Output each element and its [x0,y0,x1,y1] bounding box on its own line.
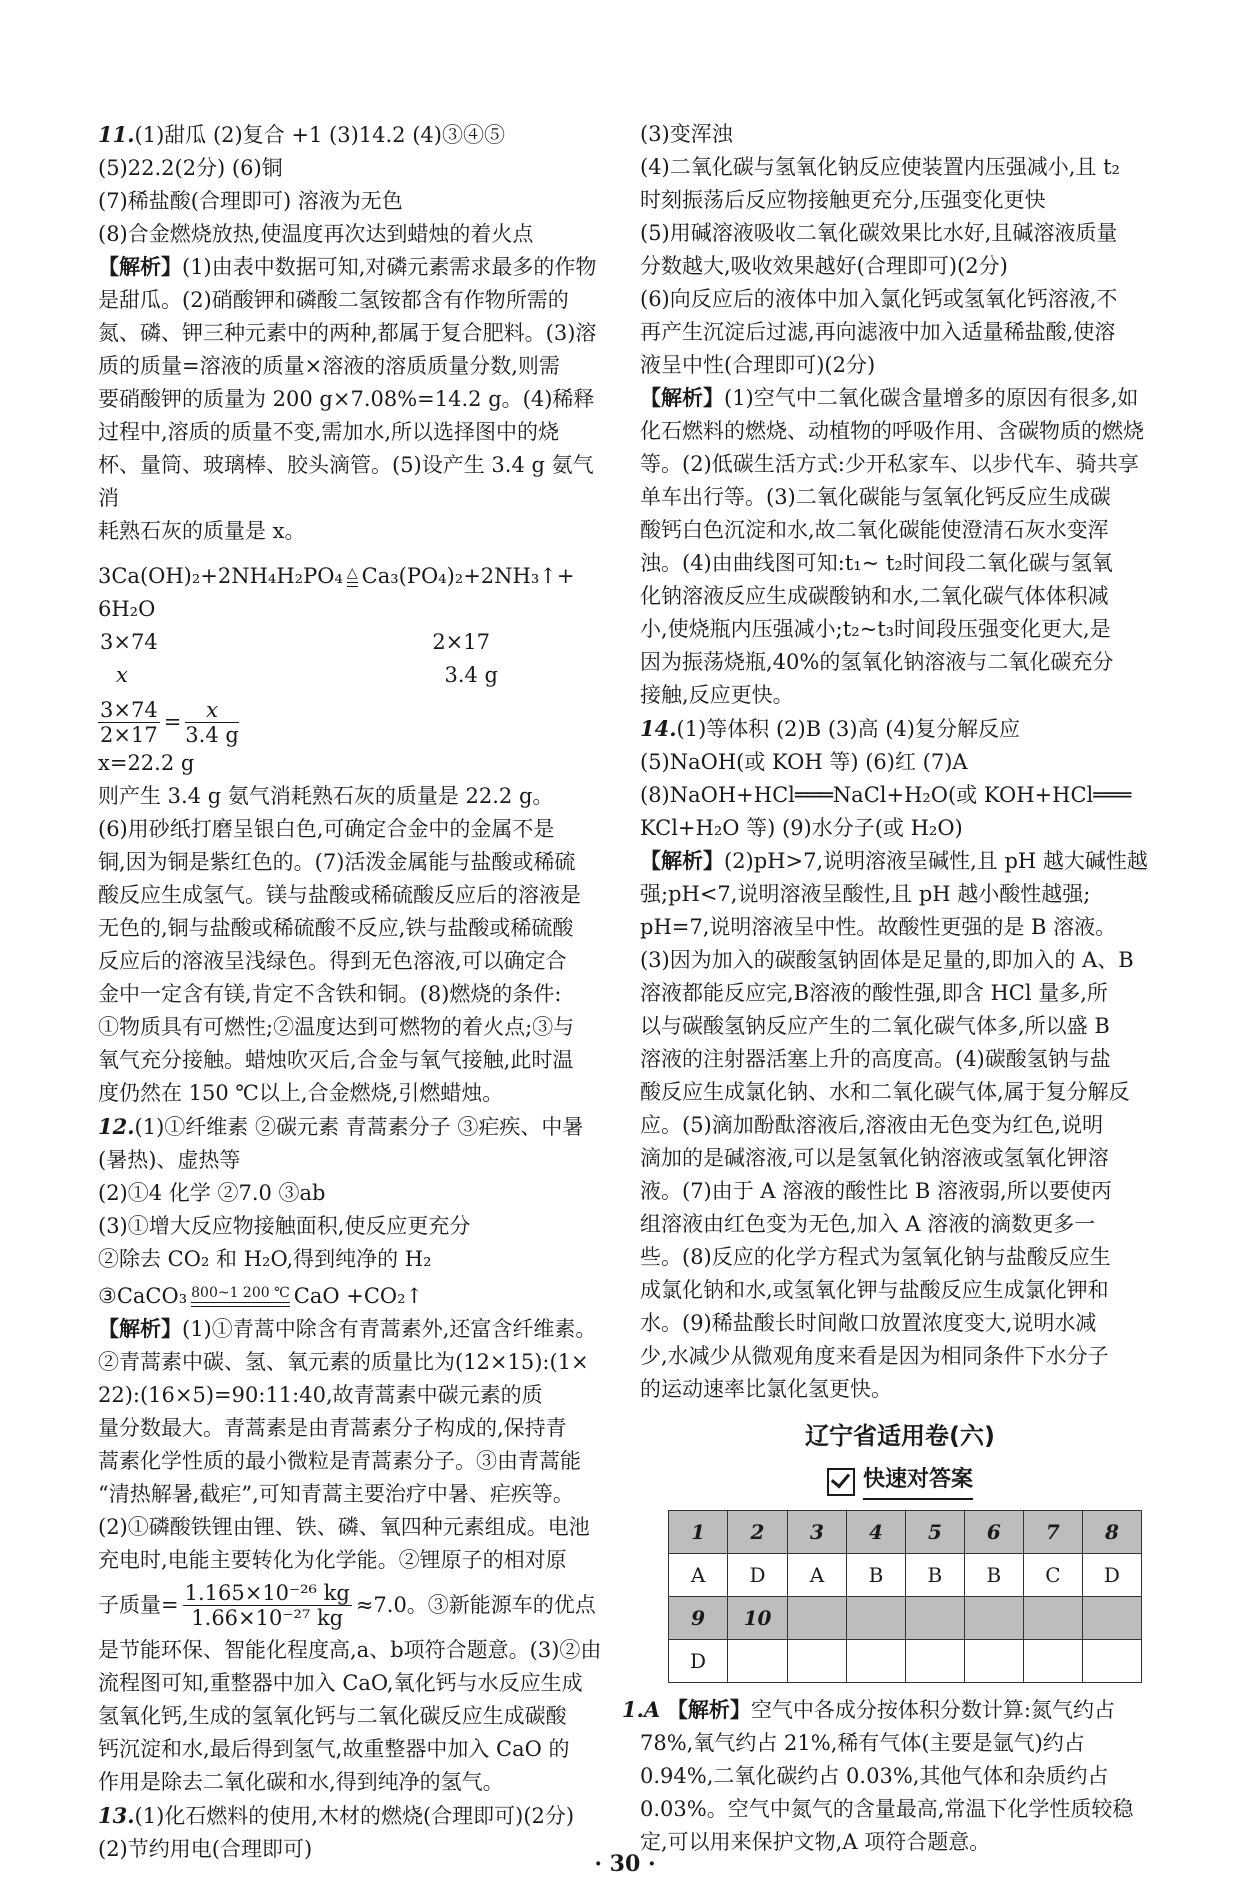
answer-number-cell [1082,1597,1141,1640]
q14-line-2: (5)NaOH(或 KOH 等) (6)红 (7)A [640,750,968,774]
checkbox-icon [827,1468,855,1496]
answer-value-row [669,1554,1142,1597]
answer-value-cell: C [1023,1554,1082,1597]
q13-analysis-line: 因为振荡烧瓶,40%的氢氧化钠溶液与二氧化碳充分 [640,650,1114,674]
q14-analysis-first: 【解析】(2)pH>7,说明溶液呈碱性,且 pH 越大碱性越 [640,849,1148,873]
q11-analysis-line: 氮、磷、钾三种元素中的两种,都属于复合肥料。(3)溶 [98,321,597,345]
q11-number: 11. [98,122,135,147]
temperature-condition: 800~1 200 ℃ [191,1286,290,1307]
q13-line-1: 13.(1)化石燃料的使用,木材的燃烧(合理即可)(2分) [98,1803,575,1828]
answer-value-cell [1082,1640,1141,1683]
analysis-tag: 【解析】 [666,1698,751,1722]
q13-cont-line: (5)用碱溶液吸收二氧化碳效果比水好,且碱溶液质量 [640,221,1118,245]
q13-analysis-line: 接触,反应更快。 [640,683,794,707]
right-column [622,118,1160,1859]
q12-number: 12. [98,1114,135,1139]
answer-number-cell: 7 [1023,1511,1082,1554]
q14-analysis-line: 些。(8)反应的化学方程式为氢氧化钠与盐酸反应生 [640,1245,1111,1269]
q1-analysis-first: 1.A 【解析】空气中各成分按体积分数计算:氮气约占 [622,1697,1115,1722]
q11-more-line: 反应后的溶液呈浅绿色。得到无色溶液,可以确定合 [98,949,567,973]
q12-tail-line: 钙沉淀和水,最后得到氢气,故重整器中加入 CaO 的 [98,1737,570,1761]
quick-answer-header [640,1463,1160,1500]
q13-analysis-line: 等。(2)低碳生活方式:少开私家车、以步代车、骑共享 [640,452,1139,476]
q13-line-2: (2)节约用电(合理即可) [98,1837,313,1861]
q12-analysis-line: ②青蒿素中碳、氢、氧元素的质量比为(12×15):(1× [98,1350,589,1374]
q11-line-1: 11.(1)甜瓜 (2)复合 +1 (3)14.2 (4)③④⑤ [98,122,505,147]
answer-number-cell: 4 [846,1511,905,1554]
analysis-tag: 【解析】 [640,849,724,873]
q11-analysis-line: 是甜瓜。(2)硝酸钾和磷酸二氢铵都含有作物所需的 [98,288,569,312]
heat-condition: △ [347,566,358,587]
answer-number-cell: 3 [787,1511,846,1554]
q14-analysis-line: 少,水减少从微观角度来看是因为相同条件下水分子 [640,1344,1109,1368]
answer-value-cell [787,1640,846,1683]
answer-number-cell: 9 [669,1597,728,1640]
analysis-tag: 【解析】 [98,1317,182,1341]
q14-analysis-line: 应。(5)滴加酚酞溶液后,溶液由无色变为红色,说明 [640,1113,1104,1137]
answer-value-cell [728,1640,788,1683]
answer-number-cell [964,1597,1023,1640]
q14-analysis-line: 酸反应生成氯化钠、水和二氧化碳气体,属于复分解反 [640,1080,1130,1104]
q14-analysis-line: 溶液的注射器活塞上升的高度高。(4)碳酸氢钠与盐 [640,1047,1111,1071]
answer-value-cell: B [846,1554,905,1597]
q13-analysis-line: 化钠溶液反应生成碳酸钠和水,二氧化碳气体体积减 [640,584,1109,608]
answer-number-cell: 1 [669,1511,728,1554]
q11-equation-cont: 6H₂O [98,597,156,621]
answer-number-cell: 6 [964,1511,1023,1554]
q11-analysis-line: 杯、量筒、玻璃棒、胶头滴管。(5)设产生 3.4 g 氨气消 [98,453,594,510]
q11-more-line: 则产生 3.4 g 氨气消耗熟石灰的质量是 22.2 g。 [98,784,554,808]
q11-more-line: (6)用砂纸打磨呈银白色,可确定合金中的金属不是 [98,817,555,841]
q13-cont-line: 分数越大,吸收效果越好(合理即可)(2分) [640,254,1008,278]
answer-value-cell [1023,1640,1082,1683]
answer-number-cell: 8 [1082,1511,1141,1554]
q14-analysis-line: 成氯化钠和水,或氢氧化钾与盐酸反应生成氯化钾和 [640,1278,1109,1302]
answer-table [668,1510,1142,1683]
q12-tail-line: 作用是除去二氧化碳和水,得到纯净的氢气。 [98,1770,504,1794]
q1-analysis-line: 定,可以用来保护文物,A 项符合题意。 [640,1830,991,1854]
analysis-tag: 【解析】 [98,255,182,279]
q11-more-line: 铜,因为铜是紫红色的。(7)活泼金属能与盐酸或稀硫 [98,850,576,874]
answer-value-cell: B [905,1554,964,1597]
q11-more-line: 金中一定含有镁,肯定不含铁和铜。(8)燃烧的条件: [98,982,562,1006]
q11-line-4: (8)合金燃烧放热,使温度再次达到蜡烛的着火点 [98,222,534,246]
q13-cont-line: (3)变浑浊 [640,122,733,146]
section-title: 辽宁省适用卷(六) [805,1422,995,1450]
q14-line-3: (8)NaOH+HCl═══NaCl+H₂O(或 KOH+HCl═══ [640,783,1132,807]
answer-value-row [669,1640,1142,1683]
q14-line-4: KCl+H₂O 等) (9)水分子(或 H₂O) [640,816,963,840]
q12-line-4: (3)①增大反应物接触面积,使反应更充分 [98,1214,471,1238]
analysis-tag: 【解析】 [640,386,724,410]
q14-analysis-line: 滴加的是碱溶液,可以是氢氧化钠溶液或氢氧化钾溶 [640,1146,1109,1170]
q14-analysis-line: (3)因为加入的碳酸氢钠固体是足量的,即加入的 A、B [640,948,1134,972]
answer-value-cell: D [669,1640,728,1683]
answer-number-cell [787,1597,846,1640]
q13-analysis-line: 酸钙白色沉淀和水,故二氧化碳能使澄清石灰水变浑 [640,518,1109,542]
q11-analysis-line: 耗熟石灰的质量是 x。 [98,519,306,543]
answer-number-cell: 5 [905,1511,964,1554]
answer-number-cell [1023,1597,1082,1640]
answer-header-row [669,1597,1142,1640]
q13-cont-line: 再产生沉淀后过滤,再向滤液中加入适量稀盐酸,使溶 [640,320,1116,344]
q12-analysis-line: (2)①磷酸铁锂由锂、铁、磷、氧四种元素组成。电池 [98,1515,590,1539]
q11-more-line: 酸反应生成氢气。镁与盐酸或稀硫酸反应后的溶液是 [98,883,581,907]
q12-analysis-line: 22):(16×5)=90:11:40,故青蒿素中碳元素的质 [98,1383,543,1407]
q14-analysis-line: 溶液都能反应完,B溶液的酸性强,即含 HCl 量多,所 [640,981,1108,1005]
answer-value-cell [964,1640,1023,1683]
q13-analysis-first: 【解析】(1)空气中二氧化碳含量增多的原因有很多,如 [640,386,1139,410]
q13-cont-line: (4)二氧化碳与氢氧化钠反应使装置内压强减小,且 t₂ [640,155,1120,179]
q12-mass-fraction: 子质量= $\frac{\text{1.165×10⁻²⁶ kg}}{\text{1.66×10⁻²⁷ kg}}$ ≈7.0。③新能源车的优点 [98,1581,596,1630]
q14-analysis-line: 的运动速率比氯化氢更快。 [640,1377,892,1401]
q12-analysis-line: 充电时,电能主要转化为化学能。②锂原子的相对原 [98,1548,567,1572]
q11-equation: 3Ca(OH)₂+2NH₄H₂PO₄ △ Ca₃(PO₄)₂+2NH₃↑+ [98,564,575,588]
q12-line-5: ②除去 CO₂ 和 H₂O,得到纯净的 H₂ [98,1247,432,1271]
q11-more-line: ①物质具有可燃性;②温度达到可燃物的着火点;③与 [98,1015,575,1039]
q13-analysis-line: 单车出行等。(3)二氧化碳能与氢氧化钙反应生成碳 [640,485,1111,509]
q11-ratio-row-2: x 3.4 g [116,663,498,687]
q12-equation: ③CaCO₃ 800~1 200 ℃ CaO +CO₂↑ [98,1284,424,1308]
q11-more-line: 度仍然在 150 ℃以上,合金燃烧,引燃蜡烛。 [98,1081,504,1105]
q11-result: x=22.2 g [98,751,195,775]
q14-analysis-line: 液。(7)由于 A 溶液的酸性比 B 溶液弱,所以要使丙 [640,1179,1112,1203]
q12-analysis-line: 蒿素化学性质的最小微粒是青蒿素分子。③由青蒿能 [98,1449,581,1473]
q13-number: 13. [98,1803,135,1828]
q14-analysis-line: 强;pH<7,说明溶液呈酸性,且 pH 越小酸性越强; [640,882,1091,906]
q13-cont-line: 时刻振荡后反应物接触更充分,压强变化更快 [640,188,1046,212]
answer-number-cell: 2 [728,1511,788,1554]
q12-tail-line: 流程图可知,重整器中加入 CaO,氧化钙与水反应生成 [98,1671,583,1695]
answer-number-cell: 10 [728,1597,788,1640]
q1-analysis-line: 0.03%。空气中氮气的含量最高,常温下化学性质较稳 [640,1797,1134,1821]
answer-value-cell: A [787,1554,846,1597]
q14-analysis-line: 水。(9)稀盐酸长时间敞口放置浓度变大,说明水减 [640,1311,1097,1335]
q14-analysis-line: 以与碳酸氢钠反应产生的二氧化碳气体多,所以盛 B [640,1014,1110,1038]
answer-header-row [669,1511,1142,1554]
q13-analysis-line: 小,使烧瓶内压强减小;t₂~t₃时间段压强变化更大,是 [640,617,1111,641]
q14-analysis-line: 组溶液由红色变为无色,加入 A 溶液的滴数更多一 [640,1212,1096,1236]
q1-analysis-line: 0.94%,二氧化碳约占 0.03%,其他气体和杂质约占 [640,1764,1109,1788]
q13-cont-line: (6)向反应后的液体中加入氯化钙或氢氧化钙溶液,不 [640,287,1118,311]
q11-proportion: $\frac{3\times 74}{2\times 17}$ = $\frac{x}{3.4 g}$ [100,698,239,747]
q11-more-line: 无色的,铜与盐酸或稀硫酸不反应,铁与盐酸或稀硫酸 [98,916,574,940]
left-column [98,118,606,1866]
answer-number-cell [846,1597,905,1640]
q11-analysis-first: 【解析】(1)由表中数据可知,对磷元素需求最多的作物 [98,255,597,279]
q14-number: 14. [640,716,677,741]
answer-value-cell [905,1640,964,1683]
q12-analysis-line: “清热解暑,截疟”,可知青蒿主要治疗中暑、疟疾等。 [98,1482,574,1506]
q14-line-1: 14.(1)等体积 (2)B (3)高 (4)复分解反应 [640,716,1020,741]
q11-more-line: 氧气充分接触。蜡烛吹灭后,合金与氧气接触,此时温 [98,1048,574,1072]
answer-value-cell: B [964,1554,1023,1597]
q12-line-1: 12.(1)①纤维素 ②碳元素 青蒿素分子 ③疟疾、中暑 [98,1114,584,1139]
answer-value-cell [846,1640,905,1683]
q11-analysis-line: 过程中,溶质的质量不变,需加水,所以选择图中的烧 [98,420,560,444]
q11-line-3: (7)稀盐酸(合理即可) 溶液为无色 [98,189,403,213]
answer-value-cell: D [728,1554,788,1597]
q12-line-3: (2)①4 化学 ②7.0 ③ab [98,1181,326,1205]
q11-line-2: (5)22.2(2分) (6)铜 [98,156,283,180]
q1-analysis-line: 78%,氧气约占 21%,稀有气体(主要是氩气)约占 [640,1731,1085,1755]
q11-ratio-row-1: 3×74 2×17 [100,630,490,654]
quick-answer-label: 快速对答案 [863,1463,973,1500]
answer-value-cell: A [669,1554,728,1597]
q12-tail-line: 是节能环保、智能化程度高,a、b项符合题意。(3)②由 [98,1638,602,1662]
q13-analysis-line: 浊。(4)由曲线图可知:t₁~ t₂时间段二氧化碳与氢氧 [640,551,1113,575]
q1-number: 1.A [622,1697,661,1722]
answer-value-cell: D [1082,1554,1141,1597]
q14-analysis-line: pH=7,说明溶液呈中性。故酸性更强的是 B 溶液。 [640,915,1117,939]
q11-analysis-line: 质的质量=溶液的质量×溶液的溶质质量分数,则需 [98,354,560,378]
q12-tail-line: 氢氧化钙,生成的氢氧化钙与二氧化碳反应生成碳酸 [98,1704,567,1728]
q12-analysis-first: 【解析】(1)①青蒿中除含有青蒿素外,还富含纤维素。 [98,1317,597,1341]
q12-analysis-line: 量分数最大。青蒿素是由青蒿素分子构成的,保持青 [98,1416,567,1440]
q12-line-2: (暑热)、虚热等 [98,1148,241,1172]
q11-analysis-line: 要硝酸钾的质量为 200 g×7.08%=14.2 g。(4)稀释 [98,387,595,411]
q13-analysis-line: 化石燃料的燃烧、动植物的呼吸作用、含碳物质的燃烧 [640,419,1144,443]
answer-number-cell [905,1597,964,1640]
page-number: · 30 · [594,1851,656,1877]
q13-cont-line: 液呈中性(合理即可)(2分) [640,353,876,377]
